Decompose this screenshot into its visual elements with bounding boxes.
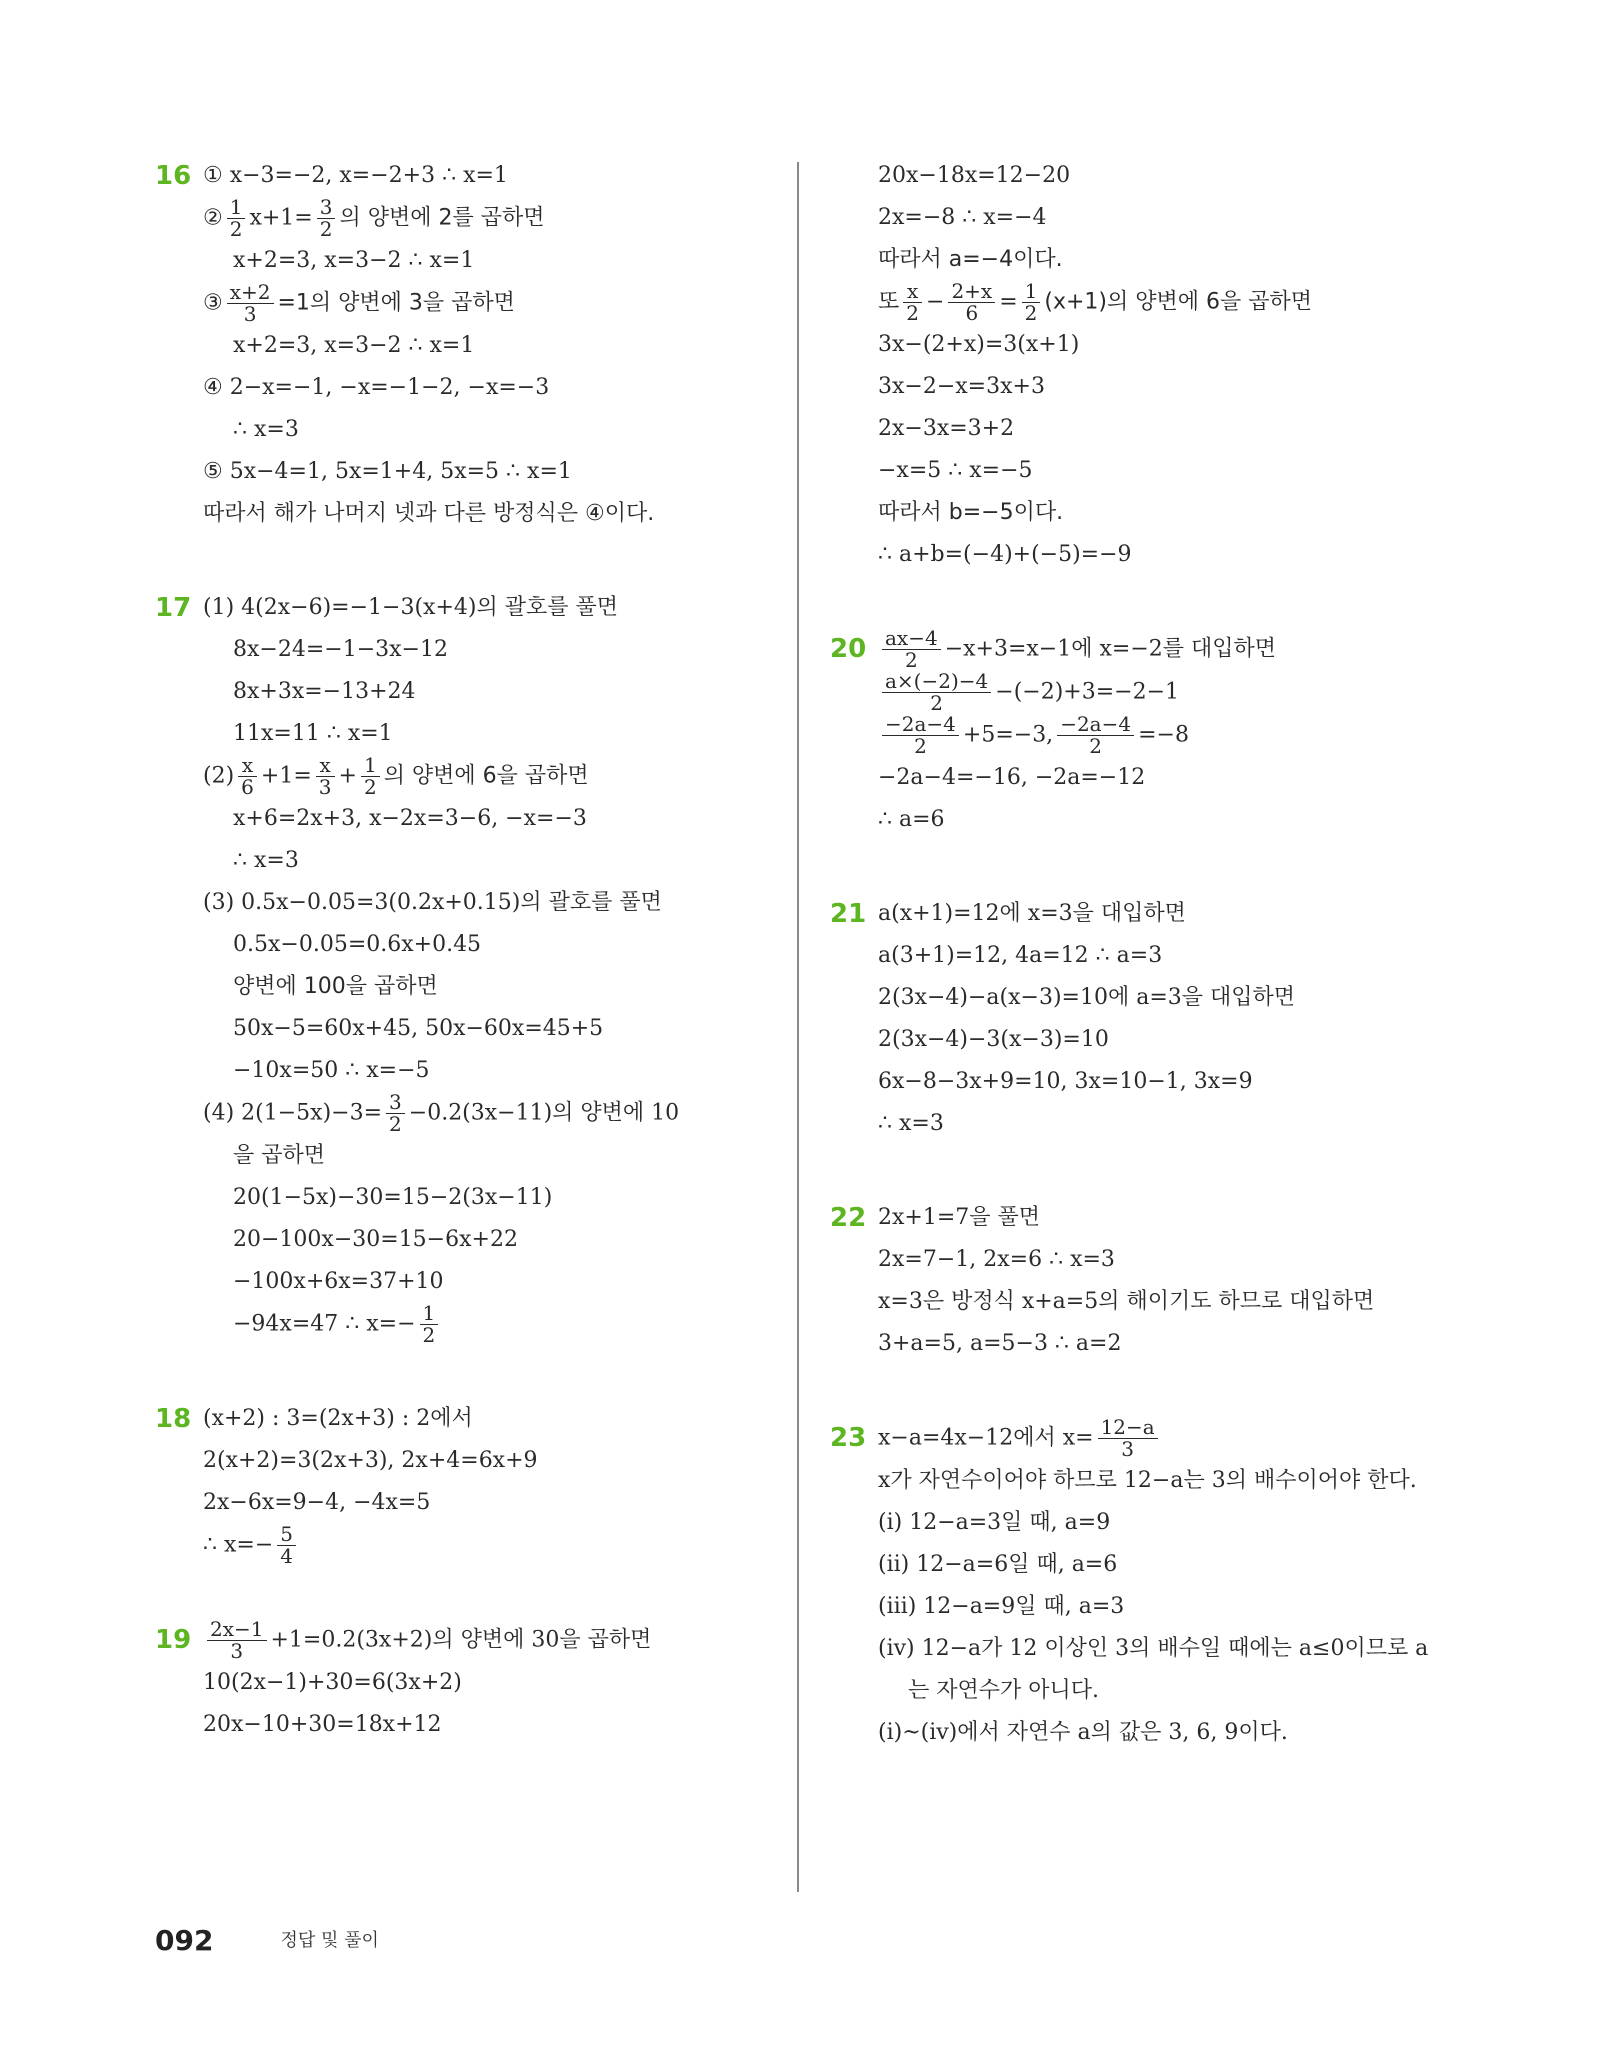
solution-line: x가 자연수이어야 하므로 12−a는 3의 배수이어야 한다. [878,1468,1417,1493]
solution-line: $\frac{ax-4}{2}$ −x+3=x−1에 x=−2를 대입하면 [878,628,1470,671]
solution-line: (ⅰ) 12−a=3일 때, a=9 [878,1510,1111,1535]
solution-line: $\frac{-2a-4}{2}$ +5=−3, $\frac{-2a-4}{2}$ =−8 [878,714,1470,757]
solution-line: 따라서 해가 나머지 넷과 다른 방정식은 ④이다. [203,501,655,526]
solution-line: (ⅳ) 12−a가 12 이상인 3의 배수일 때에는 a≤0이므로 a [878,1636,1429,1661]
solution-line: a(3+1)=12, 4a=12 ∴ a=3 [878,943,1163,968]
solution-line: −100x+6x=37+10 [233,1269,444,1294]
solution-line: −2a−4=−16, −2a=−12 [878,765,1146,790]
solution-line: 2x−3x=3+2 [878,416,1015,441]
solution-line: 2x+1=7을 풀면 [878,1205,1041,1230]
fraction: $\frac{1}{2}$ [227,197,246,240]
problem-23 [830,1417,1470,1754]
solution-line: ② $\frac{1}{2}$ x+1= $\frac{3}{2}$ 의 양변에 2를 곱하면 [203,195,545,241]
page-number: 092 [155,1924,214,1957]
solution-line: $\frac{a\times(-2)-4}{2}$ −(−2)+3=−2−1 [878,671,1470,714]
problem-number: 19 [155,1625,192,1655]
solution-line: −94x=47 ∴ x=− $\frac{1}{2}$ [203,1303,785,1346]
solution-line: −10x=50 ∴ x=−5 [233,1058,430,1083]
solution-line: 10(2x−1)+30=6(3x+2) [203,1670,462,1695]
solution-line: ∴ a=6 [878,807,945,832]
fraction: $\frac{2+x}{6}$ [948,281,995,324]
fraction: $\frac{x}{3}$ [316,755,335,798]
solution-line: ⑤ 5x−4=1, 5x=1+4, 5x=5 ∴ x=1 [203,459,572,484]
solution-line: 2x=7−1, 2x=6 ∴ x=3 [878,1247,1115,1272]
solution-line: −x=5 ∴ x=−5 [878,458,1033,483]
problem-18 [155,1398,785,1567]
fraction: $\frac{x}{2}$ [903,281,922,324]
fraction: $\frac{-2a-4}{2}$ [1057,714,1134,757]
solution-line: 50x−5=60x+45, 50x−60x=45+5 [233,1016,604,1041]
problem-22 [830,1197,1470,1365]
fraction: $\frac{5}{4}$ [277,1524,296,1567]
footer-label: 정답 및 풀이 [280,1930,379,1951]
solution-line: 을 곱하면 [233,1143,326,1168]
right-column [830,155,1470,1806]
solution-line: ③ $\frac{x+2}{3}$ =1의 양변에 3을 곱하면 [203,280,515,326]
solution-line: 2(3x−4)−a(x−3)=10에 a=3을 대입하면 [878,985,1296,1010]
solution-line: 8x+3x=−13+24 [233,679,416,704]
left-column [155,155,785,1798]
solution-line: (3) 0.5x−0.05=3(0.2x+0.15)의 괄호를 풀면 [203,890,662,915]
problem-number: 18 [155,1404,192,1434]
solution-line: 11x=11 ∴ x=1 [233,721,393,746]
solution-line: 따라서 a=−4이다. [878,247,1063,272]
solution-line: 3x−(2+x)=3(x+1) [878,332,1080,357]
solution-line: a(x+1)=12에 x=3을 대입하면 [878,901,1186,926]
solution-line: (2) $\frac{x}{6}$ +1= $\frac{x}{3}$ + $\frac{1}{2}$ 의 양변에 6을 곱하면 [203,753,589,799]
fraction: $\frac{1}{2}$ [420,1303,439,1346]
solution-line: ④ 2−x=−1, −x=−1−2, −x=−3 [203,375,550,400]
solution-line: ∴ x=3 [878,1111,944,1136]
fraction: $\frac{3}{2}$ [386,1092,405,1135]
solution-line: 0.5x−0.05=0.6x+0.45 [233,932,482,957]
solution-line: 2(3x−4)−3(x−3)=10 [878,1027,1109,1052]
solution-line: ① x−3=−2, x=−2+3 ∴ x=1 [203,163,508,188]
problem-number: 23 [830,1423,867,1453]
problem-number: 22 [830,1203,867,1233]
solution-line: ∴ x=− $\frac{5}{4}$ [203,1524,785,1567]
problem-number: 20 [830,634,867,664]
solution-line: x−a=4x−12에서 x= $\frac{12-a}{3}$ [878,1417,1470,1460]
solution-line: 20x−10+30=18x+12 [203,1712,442,1737]
solution-line: ∴ x=3 [233,848,299,873]
solution-line: ∴ x=3 [233,417,299,442]
fraction: $\frac{-2a-4}{2}$ [882,714,959,757]
solution-line: 2(x+2)=3(2x+3), 2x+4=6x+9 [203,1448,538,1473]
problem-17 [155,587,785,1346]
solution-line: x+6=2x+3, x−2x=3−6, −x=−3 [233,806,587,831]
fraction: $\frac{1}{2}$ [361,755,380,798]
solution-line: 3x−2−x=3x+3 [878,374,1045,399]
problem-number: 17 [155,593,192,623]
solution-line: $\frac{2x-1}{3}$ +1=0.2(3x+2)의 양변에 30을 곱하면 [203,1619,785,1662]
solution-line: 20x−18x=12−20 [878,163,1071,188]
problem-16 [155,155,785,535]
fraction: $\frac{x+2}{3}$ [227,282,274,325]
solution-line: x=3은 방정식 x+a=5의 해이기도 하므로 대입하면 [878,1289,1375,1314]
problem-19 [155,1619,785,1746]
solution-line: 따라서 b=−5이다. [878,500,1064,525]
fraction: $\frac{x}{6}$ [238,755,257,798]
problem-19-continued [830,155,1470,576]
solution-line: (ⅱ) 12−a=6일 때, a=6 [878,1552,1118,1577]
solution-line: 양변에 100을 곱하면 [233,974,438,999]
solution-line: 20−100x−30=15−6x+22 [233,1227,518,1252]
solution-line: (x+2) : 3=(2x+3) : 2에서 [203,1406,473,1431]
problem-21 [830,893,1470,1145]
solution-line: (1) 4(2x−6)=−1−3(x+4)의 괄호를 풀면 [203,595,618,620]
solution-line: 6x−8−3x+9=10, 3x=10−1, 3x=9 [878,1069,1253,1094]
fraction: $\frac{3}{2}$ [317,197,336,240]
solution-line: ∴ a+b=(−4)+(−5)=−9 [878,542,1132,567]
fraction: $\frac{2x-1}{3}$ [207,1619,267,1662]
solution-line: 8x−24=−1−3x−12 [233,637,448,662]
solution-line: 는 자연수가 아니다. [908,1678,1099,1703]
problem-number: 21 [830,899,867,929]
solution-line: 2x−6x=9−4, −4x=5 [203,1490,431,1515]
column-divider [797,162,799,1892]
solution-line: 2x=−8 ∴ x=−4 [878,205,1047,230]
solution-line: (ⅰ)~(ⅳ)에서 자연수 a의 값은 3, 6, 9이다. [878,1720,1288,1745]
solution-line: 3+a=5, a=5−3 ∴ a=2 [878,1331,1122,1356]
problem-20 [830,628,1470,841]
solution-line: (ⅲ) 12−a=9일 때, a=3 [878,1594,1125,1619]
fraction: $\frac{12-a}{3}$ [1098,1417,1158,1460]
solution-line: 20(1−5x)−30=15−2(3x−11) [233,1185,553,1210]
solution-line: (4) 2(1−5x)−3= $\frac{3}{2}$ −0.2(3x−11)의 양변에 10 [203,1090,680,1136]
solution-line: x+2=3, x=3−2 ∴ x=1 [233,248,475,273]
solution-line: x+2=3, x=3−2 ∴ x=1 [233,333,475,358]
fraction: $\frac{ax-4}{2}$ [882,628,941,671]
fraction: $\frac{1}{2}$ [1022,281,1041,324]
problem-number: 16 [155,161,192,191]
solution-line: 또 $\frac{x}{2}$ − $\frac{2+x}{6}$ = $\frac{1}{2}$ (x+1)의 양변에 6을 곱하면 [878,279,1312,325]
page-footer [155,1924,379,1957]
fraction: $\frac{a\times(-2)-4}{2}$ [882,671,991,714]
